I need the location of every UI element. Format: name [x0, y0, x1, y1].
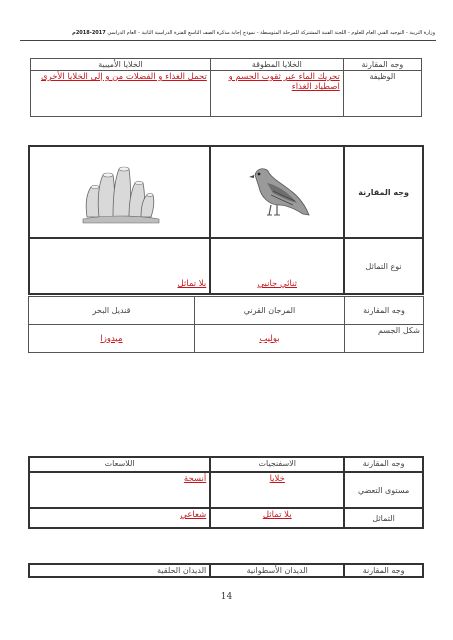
table2-answer-sponge: بلا تماثل	[177, 279, 207, 289]
header-year: 2017-2018م	[72, 30, 106, 36]
table2-row-label: نوع التماثل	[344, 238, 423, 294]
page-header	[20, 30, 435, 37]
sponge-image	[75, 157, 165, 227]
table2-answer-pigeon: ثنائي جانبي	[257, 279, 297, 289]
table3-row-label: شكل الجسم	[345, 325, 424, 353]
header-text: وزارة التربية - التوجيه الفني العام للعلوم - اللجنة الفنية المشتركة للمرحلة المتوسطة - نموذج إجابة مذكرة الصف التاسع للفترة الدراسية الثانية - العام الدراسي	[107, 30, 435, 36]
table4-row2-answer-sponges: بلا تماثل	[262, 510, 292, 520]
table3-answer-jellyfish: ميدوزا	[100, 333, 123, 344]
table2-header-aspect: وجه المقارنة	[344, 146, 423, 238]
comparison-table-body-form	[28, 296, 424, 353]
table4-row1-answer-sponges: خلايا	[269, 474, 285, 484]
comparison-table-sponges-cnidarians	[28, 456, 424, 529]
table4-row1-label: مستوى التعضي	[344, 472, 423, 508]
table1-row-label: الوظيفة	[343, 71, 421, 117]
comparison-table-cell-types	[30, 58, 422, 117]
comparison-table-worms	[28, 563, 424, 578]
comparison-table-symmetry	[28, 145, 424, 295]
pigeon-image	[237, 157, 317, 227]
table1-header-aspect: وجه المقارنة	[343, 59, 421, 71]
table4-row2-answer-cnidarians: شعاعي	[180, 510, 207, 520]
table1-header-collar-cells: الخلايا المطوقة	[210, 59, 343, 71]
table4-header-aspect: وجه المقارنة	[344, 457, 423, 472]
table3-header-horn-coral: المرجان القرني	[194, 297, 344, 325]
table3-header-jellyfish: قنديل البحر	[29, 297, 195, 325]
table5-header-aspect: وجه المقارنة	[344, 564, 423, 577]
table5-header-roundworms: الديدان الأسطوانية	[210, 564, 344, 577]
pigeon-image-cell	[210, 146, 344, 238]
sponge-image-cell	[29, 146, 210, 238]
header-rule	[20, 40, 436, 41]
table4-header-sponges: الاسفنجيات	[210, 457, 344, 472]
table4-header-cnidarians: اللاسعات	[29, 457, 210, 472]
table1-header-amoebocytes: الخلايا الأميبية	[31, 59, 211, 71]
table1-answer-collar: تحريك الماء عبر ثقوب الجسم و اصطياد الغذاء	[228, 72, 340, 92]
table1-answer-amoebocytes: تحمل الغذاء و الفضلات من و إلى الخلايا الأخرى	[40, 72, 207, 82]
table4-row1-answer-cnidarians: أنسجة	[183, 474, 207, 484]
table4-row2-label: التماثل	[344, 508, 423, 528]
table3-header-aspect: وجه المقارنة	[345, 297, 424, 325]
table5-header-annelids: الديدان الحلقية	[29, 564, 210, 577]
page-number: 14	[220, 592, 233, 602]
table3-answer-coral: بوليب	[259, 333, 280, 344]
